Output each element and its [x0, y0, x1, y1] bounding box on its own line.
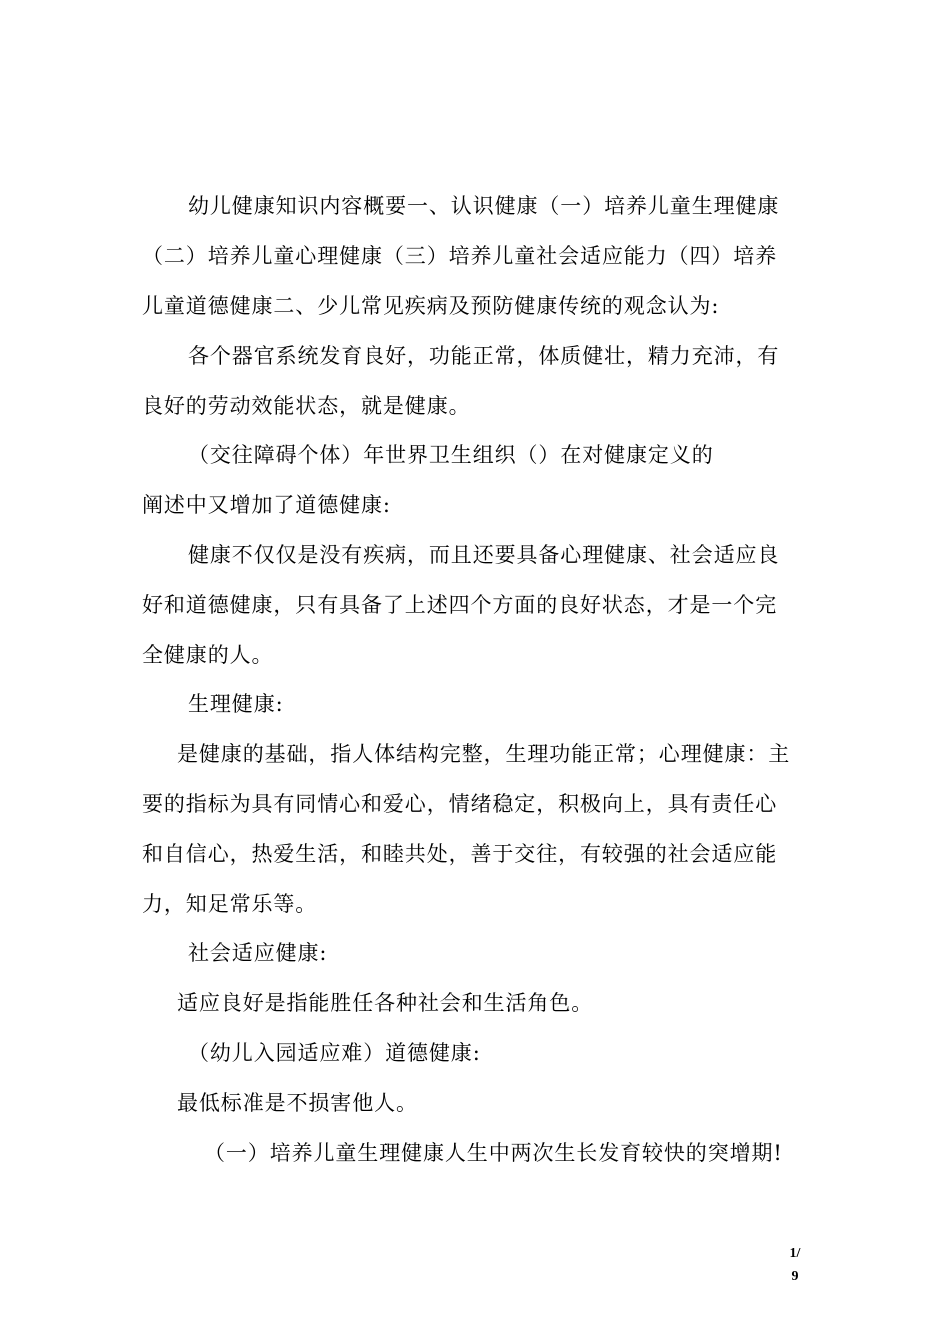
- paragraph-line: 和自信心，热爱生活，和睦共处，善于交往，有较强的社会适应能: [142, 842, 778, 866]
- section-heading: 社会适应健康:: [188, 941, 328, 965]
- paragraph-line: 各个器官系统发育良好，功能正常，体质健壮，精力充沛，有: [188, 344, 780, 368]
- paragraph-line: 全健康的人。: [142, 643, 274, 667]
- paragraph-line: （一）培养儿童生理健康人生中两次生长发育较快的突增期!: [204, 1141, 783, 1165]
- page-number-current: 1/: [789, 1246, 801, 1261]
- paragraph-line: 阐述中又增加了道德健康:: [142, 493, 391, 517]
- paragraph-line: 适应良好是指能胜任各种社会和生活角色。: [177, 991, 594, 1015]
- paragraph-line: 要的指标为具有同情心和爱心，情绪稳定，积极向上，具有责任心: [142, 792, 778, 816]
- section-heading: 生理健康:: [188, 692, 284, 716]
- paragraph-line: 儿童道德健康二、少儿常见疾病及预防健康传统的观念认为:: [142, 294, 720, 318]
- paragraph-line: 是健康的基础，指人体结构完整，生理功能正常；心理健康：主: [177, 742, 791, 766]
- paragraph-line: 良好的劳动效能状态，就是健康。: [142, 394, 471, 418]
- paragraph-line: （二）培养儿童心理健康（三）培养儿童社会适应能力（四）培养: [142, 244, 778, 268]
- paragraph-line: （幼儿入园适应难）道德健康:: [188, 1041, 481, 1065]
- page-number-total: 9: [791, 1269, 799, 1284]
- paragraph-line: 幼儿健康知识内容概要一、认识健康（一）培养儿童生理健康: [188, 194, 780, 218]
- paragraph-line: 好和道德健康，只有具备了上述四个方面的良好状态，才是一个完: [142, 593, 778, 617]
- paragraph-line: 健康不仅仅是没有疾病，而且还要具备心理健康、社会适应良: [188, 543, 780, 567]
- paragraph-line: 力，知足常乐等。: [142, 892, 318, 916]
- paragraph-line: 最低标准是不损害他人。: [177, 1091, 418, 1115]
- paragraph-line: （交往障碍个体）年世界卫生组织（）在对健康定义的: [188, 443, 714, 467]
- page-number: [780, 1242, 810, 1288]
